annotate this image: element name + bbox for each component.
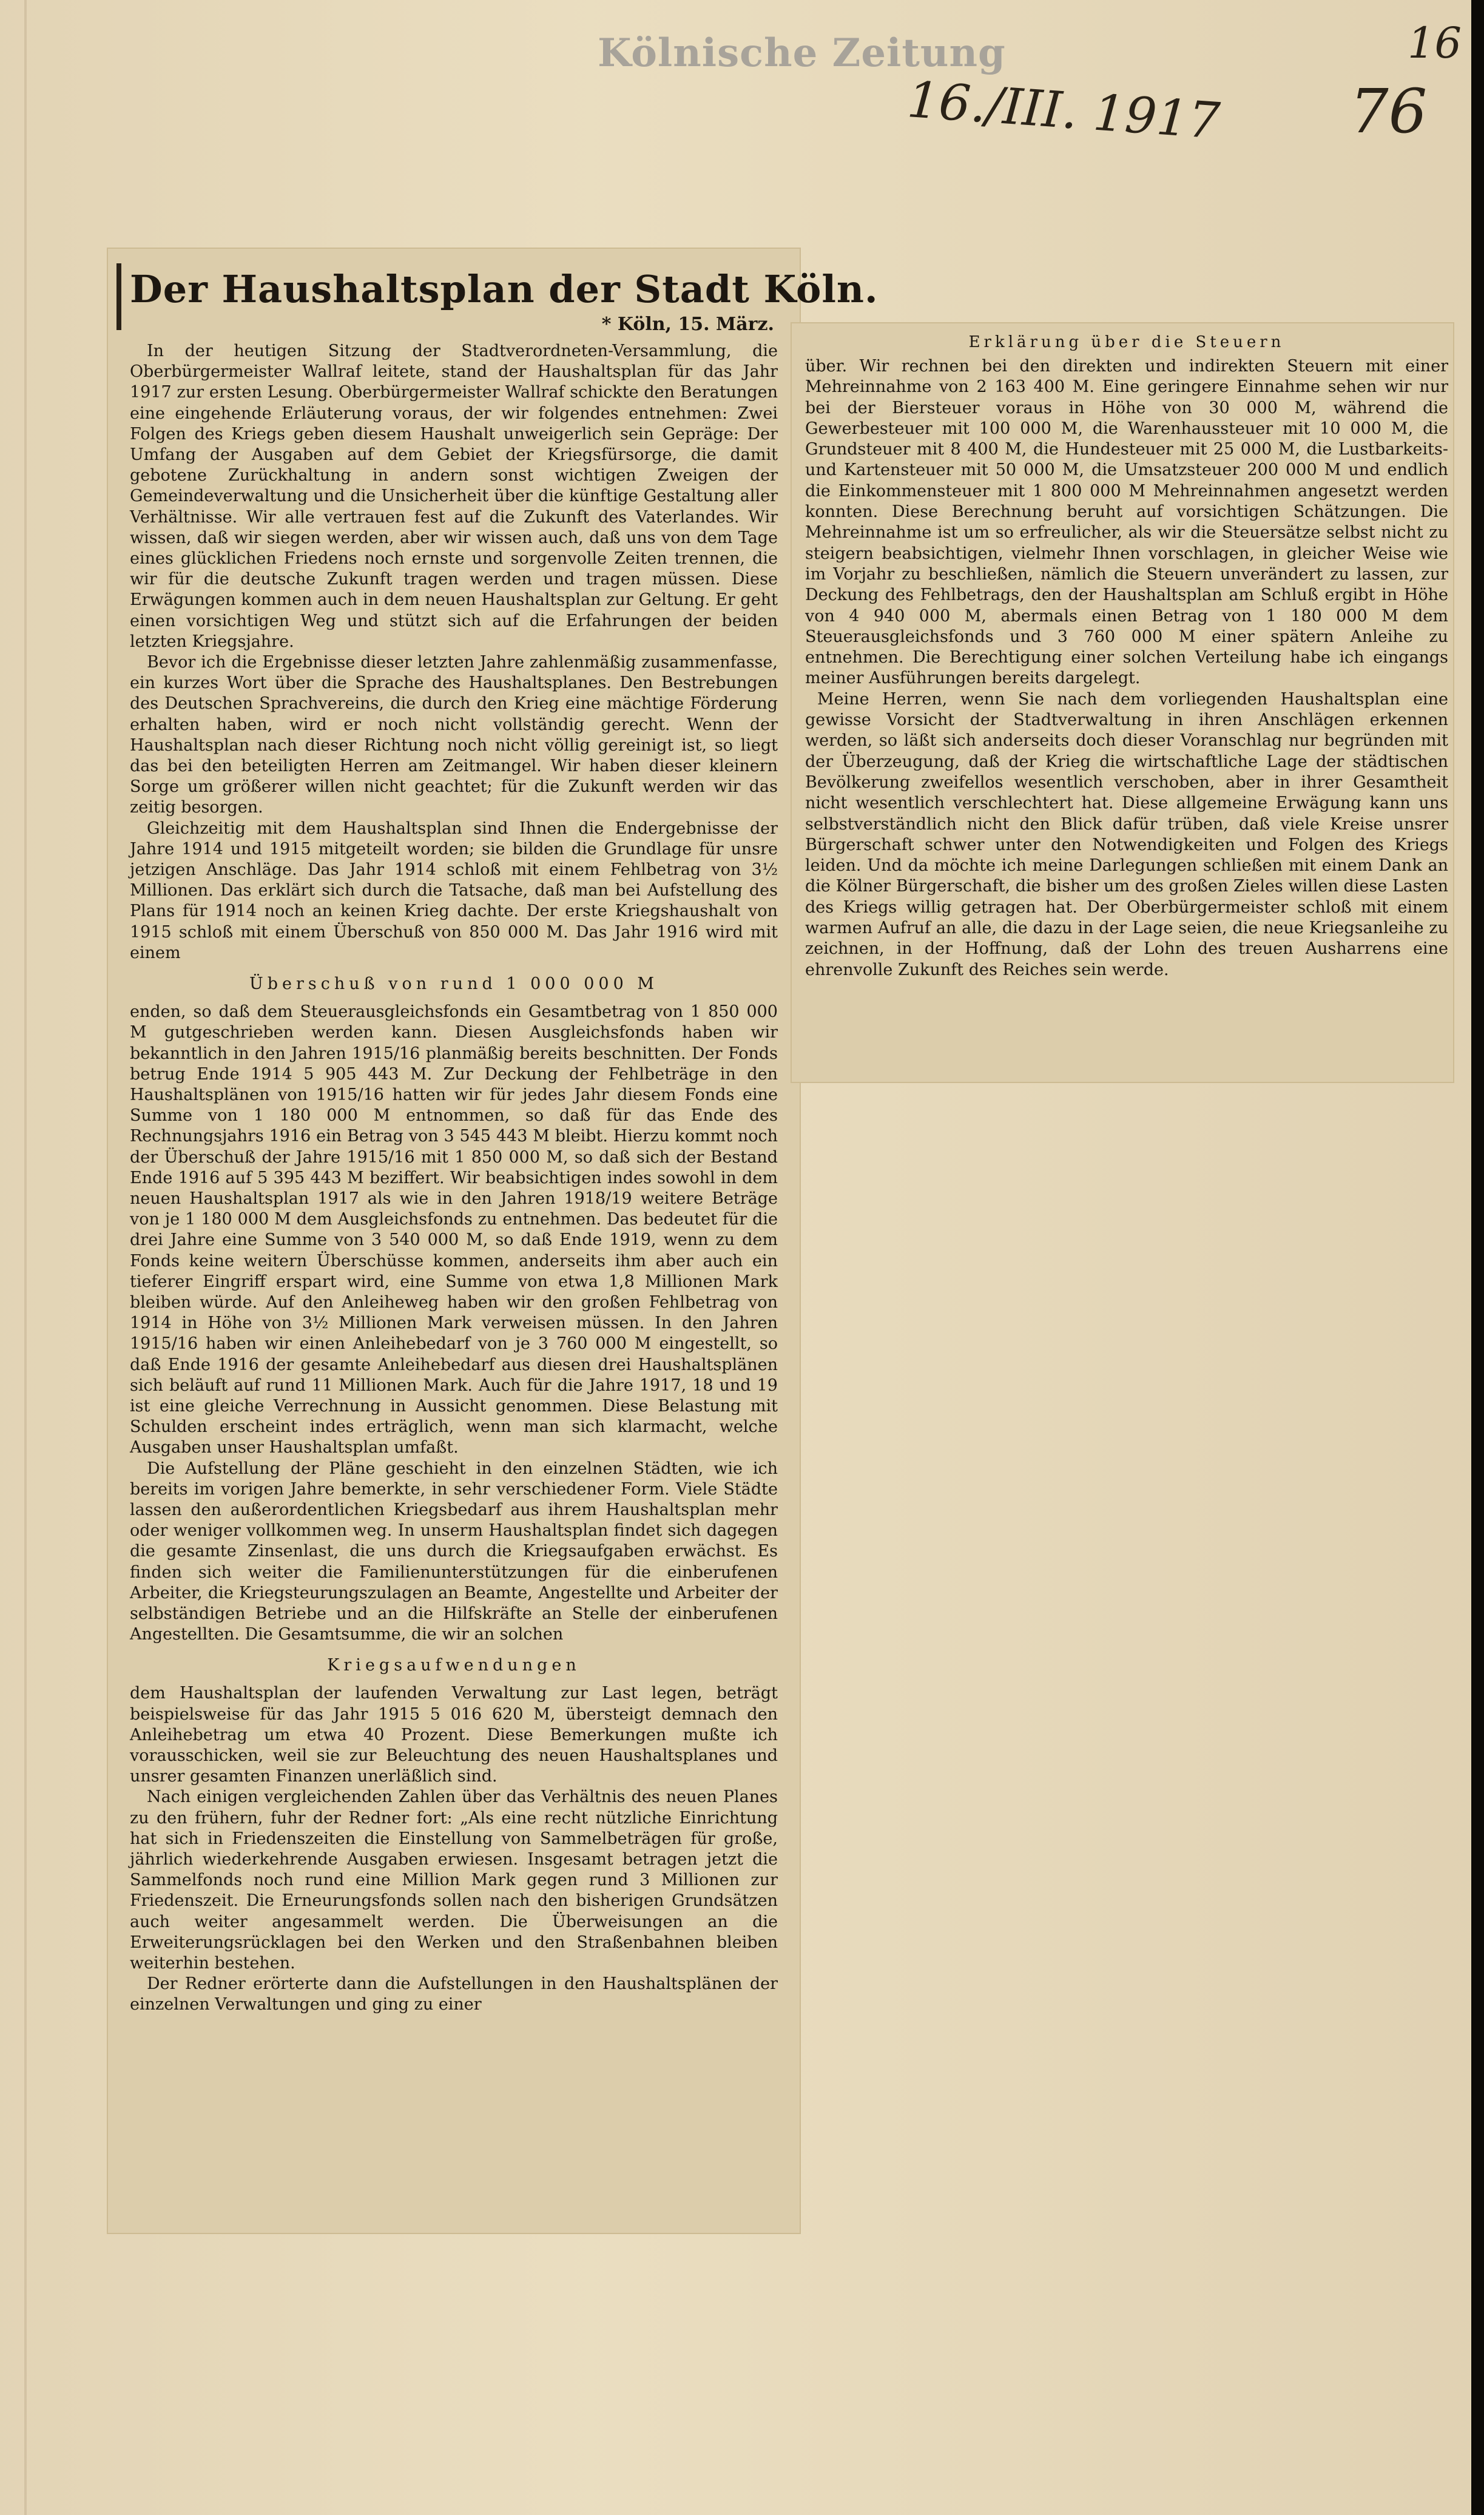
subheading-war-expenses: Kriegsaufwendungen: [327, 1656, 581, 1675]
article-headline: Der Haushaltsplan der Stadt Köln.: [130, 267, 879, 311]
paragraph: Nach einigen vergleichenden Zahlen über das Verhältnis des neuen Planes zu den frühern, fuhr der Redner fort: „Als eine recht nützliche Einrichtung hat sich in Friedenszeiten die Einstellung von Sammelbeträgen für große, jährlich wiederkehrende Ausgaben erwiesen. Insgesamt betragen jetzt die Sammelfonds noch rund eine Million Mark gegen rund 3 Millionen zur Friedenszeit. Die Erneurungsfonds sollen nach den bisherigen Grundsätzen auch weiter angesammelt werden. Die Überweisungen an die Erweiterungsrücklagen bei den Werken und den Straßenbahnen bleiben weiterhin bestehen.: [130, 1788, 778, 1973]
handwritten-corner-number: 16: [1408, 18, 1462, 68]
headline-rule: [116, 263, 121, 330]
paragraph: enden, so daß dem Steuerausgleichsfonds ein Gesamtbetrag von 1 850 000 M gutgeschrieben werden kann. Diesen Ausgleichsfonds haben wir bekanntlich in den Jahren 1915/16 planmäßig bereits beschnitten. Der Fonds betrug Ende 1914 5 905 443 M. Zur Deckung der Fehlbeträge in den Haushaltsplänen von 1915/16 hatten wir für jedes Jahr diesem Fonds eine Summe von 1 180 000 M entnommen, so daß für das Ende des Rechnungsjahrs 1916 ein Betrag von 3 545 443 M bleibt. Hierzu kommt noch der Überschuß der Jahre 1915/16 mit 1 850 000 M, so daß sich der Bestand Ende 1916 auf 5 395 443 M beziffert. Wir beabsichtigen indes sowohl in dem neuen Haushaltsplan 1917 als wie in den Jahren 1918/19 weitere Beträge von je 1 180 000 M dem Ausgleichsfonds zu entnehmen. Das bedeutet für die drei Jahre eine Summe von 3 540 000 M, so daß Ende 1919, wenn zu dem Fonds keine weitern Überschüsse kommen, anderseits ihm aber auch ein tieferer Eingriff erspart wird, eine Summe von etwa 1,8 Millionen Mark bleiben würde. Auf den Anleiheweg haben wir den großen Fehlbetrag von 1914 in Höhe von 3½ Millionen Mark verweisen müssen. In den Jahren 1915/16 haben wir einen Anleihebedarf von je 3 760 000 M eingestellt, so daß Ende 1916 der gesamte Anleihebedarf aus diesen drei Haushaltsplänen sich beläuft auf rund 11 Millionen Mark. Auch für die Jahre 1917, 18 und 19 ist eine gleiche Verrechnung in Aussicht genommen. Diese Belastung mit Schulden erscheint indes erträglich, wenn man sich klarmacht, welche Ausgaben unser Haushaltsplan umfaßt.: [130, 1002, 778, 1457]
paragraph: Bevor ich die Ergebnisse dieser letzten Jahre zahlenmäßig zusammenfasse, ein kurzes Wort über die Sprache des Haushaltsplanes. Den Bestrebungen des Deutschen Sprachvereins, die durch den Krieg eine mächtige Förderung erhalten haben, wird er noch nicht vollständig gerecht. Wenn der Haushaltsplan nach dieser Richtung noch nicht völlig gereinigt ist, so liegt das bei den beteiligten Herren am Zeitmangel. Wir haben dieser kleinern Sorge um größerer willen nicht geachtet; für die Zukunft werden wir das zeitig besorgen.: [130, 653, 778, 817]
paragraph: dem Haushaltsplan der laufenden Verwaltung zur Last legen, beträgt beispielsweise für das Jahr 1915 5 016 620 M, übersteigt demnach den Anleihebetrag um etwa 40 Prozent. Diese Bemerkungen mußte ich vorausschicken, weil sie zur Beleuchtung des neuen Haushaltsplanes und unsrer gesamten Finanzen unerläßlich sind.: [130, 1684, 778, 1786]
paragraph: In der heutigen Sitzung der Stadtverordneten-Versammlung, die Oberbürgermeister Wallraf leitete, stand der Haushaltsplan für das Jahr 1917 zur ersten Lesung. Oberbürgermeister Wallraf schickte den Beratungen eine eingehende Erläuterung voraus, der wir folgendes entnehmen: Zwei Folgen des Kriegs geben diesem Haushalt unweigerlich sein Gepräge: Der Umfang der Ausgaben auf dem Gebiet der Kriegsfürsorge, die damit gebotene Zurückhaltung in andern sonst wichtigen Zweigen der Gemeindeverwaltung und die Unsicherheit über die künftige Gestaltung aller Verhältnisse. Wir alle vertrauen fest auf die Zukunft des Vaterlandes. Wir wissen, daß wir siegen werden, aber wir wissen auch, daß uns von dem Tage eines glücklichen Friedens noch ernste und sorgenvolle Zeiten trennen, die wir für die deutsche Zukunft tragen werden und tragen müssen. Diese Erwägungen kommen auch in dem neuen Haushaltsplan zur Geltung. Er geht einen vorsichtigen Weg und stützt sich auf die Erfahrungen der beiden letzten Kriegsjahre.: [130, 342, 778, 651]
clipping-continuation-column: [792, 323, 1453, 1082]
paragraph: Der Redner erörterte dann die Aufstellungen in den Haushaltsplänen der einzelnen Verwaltungen und ging zu einer: [130, 1974, 778, 2014]
paragraph: Meine Herren, wenn Sie nach dem vorliegenden Haushaltsplan eine gewisse Vorsicht der Stadtverwaltung in ihren Anschlägen erkennen werden, so läßt sich anderseits doch dieser Voranschlag nur begründen mit der Überzeugung, daß der Krieg die wirtschaftliche Lage der städtischen Bevölkerung zweifellos wesentlich verschoben, aber in ihrer Gesamtheit nicht wesentlich verschlechtert hat. Diese allgemeine Erwägung kann uns selbstverständlich nicht den Blick dafür trüben, daß viele Kreise unsrer Bürgerschaft schwer unter den Notwendigkeiten und Folgen des Kriegs leiden. Und da möchte ich meine Darlegungen schließen mit einem Dank an die Kölner Bürgerschaft, die bisher um des großen Zieles willen diese Lasten des Kriegs willig getragen hat. Der Oberbürgermeister schloß mit einem warmen Aufruf an alle, die dazu in der Lage seien, die neue Kriegsanleihe zu zeichnen, in der Hoffnung, daß der Lohn des treuen Ausharrens eine ehrenvolle Zukunft des Reiches sein werde.: [805, 689, 1448, 979]
handwritten-page-number: 76: [1350, 76, 1428, 147]
paragraph: über. Wir rechnen bei den direkten und indirekten Steuern mit einer Mehreinnahme von 2 163 400 M. Eine geringere Einnahme sehen wir nur bei der Biersteuer voraus in Höhe von 30 000 M, während die Gewerbesteuer mit 100 000 M, die Warenhaussteuer mit 10 000 M, die Grundsteuer mit 8 400 M, die Hundesteuer mit 25 000 M, die Lustbarkeits- und Kartensteuer mit 50 000 M, die Umsatzsteuer 200 000 M und endlich die Einkommensteuer mit 1 800 000 M Mehreinnahmen angesetzt werden konnten. Diese Berechnung beruht auf vorsichtigen Schätzungen. Die Mehreinnahme ist um so erfreulicher, als wir die Steuersätze selbst nicht zu steigern beabsichtigen, vielmehr Ihnen vorschlagen, in gleicher Weise wie im Vorjahr zu beschließen, nämlich die Steuern unverändert zu lassen, zur Deckung des Fehlbetrags, den der Haushaltsplan am Schluß ergibt in Höhe von 4 940 000 M, abermals einen Betrag von 1 180 000 M dem Steuerausgleichsfonds und 3 760 000 M einer spätern Anleihe zu entnehmen. Die Berechtigung einer solchen Verteilung habe ich eingangs meiner Ausführungen bereits dargelegt.: [805, 357, 1448, 688]
article-dateline: * Köln, 15. März.: [601, 314, 774, 335]
paragraph: Gleichzeitig mit dem Haushaltsplan sind Ihnen die Endergebnisse der Jahre 1914 und 1915 mitgeteilt worden; sie bilden die Grundlage für unsre jetzigen Anschläge. Das Jahr 1914 schloß mit einem Fehlbetrag von 3½ Millionen. Das erklärt sich durch die Tatsache, daß man bei Aufstellung des Plans für 1914 noch an keinen Krieg dachte. Der erste Kriegshaushalt von 1915 schloß mit einem Überschuß von 850 000 M. Das Jahr 1916 wird mit einem: [130, 819, 778, 962]
subheading-taxes: Erklärung über die Steuern: [968, 333, 1285, 351]
paragraph: Die Aufstellung der Pläne geschieht in den einzelnen Städten, wie ich bereits im vorigen Jahre bemerkte, in sehr verschiedener Form. Viele Städte lassen den außerordentlichen Kriegsbedarf aus ihrem Haushaltsplan mehr oder weniger vollkommen weg. In unserm Haushaltsplan findet sich dagegen die gesamte Zinsenlast, die uns durch die Kriegsaufgaben erwächst. Es finden sich weiter die Familienunterstützungen für die einberufenen Arbeiter, die Kriegsteurungszulagen an Beamte, Angestellte und Arbeiter der selbständigen Betriebe und an die Hilfskräfte an Stelle der einberufenen Angestellten. Die Gesamtsumme, die wir an solchen: [130, 1459, 778, 1644]
subheading-surplus: Überschuß von rund 1 000 000 M: [249, 974, 658, 994]
clipping-main-column: [108, 249, 879, 2233]
handwritten-date: 16./III. 1917: [905, 71, 1222, 150]
page-crease: [24, 0, 27, 2515]
newspaper-stamp: Kölnische Zeitung: [598, 30, 1006, 76]
